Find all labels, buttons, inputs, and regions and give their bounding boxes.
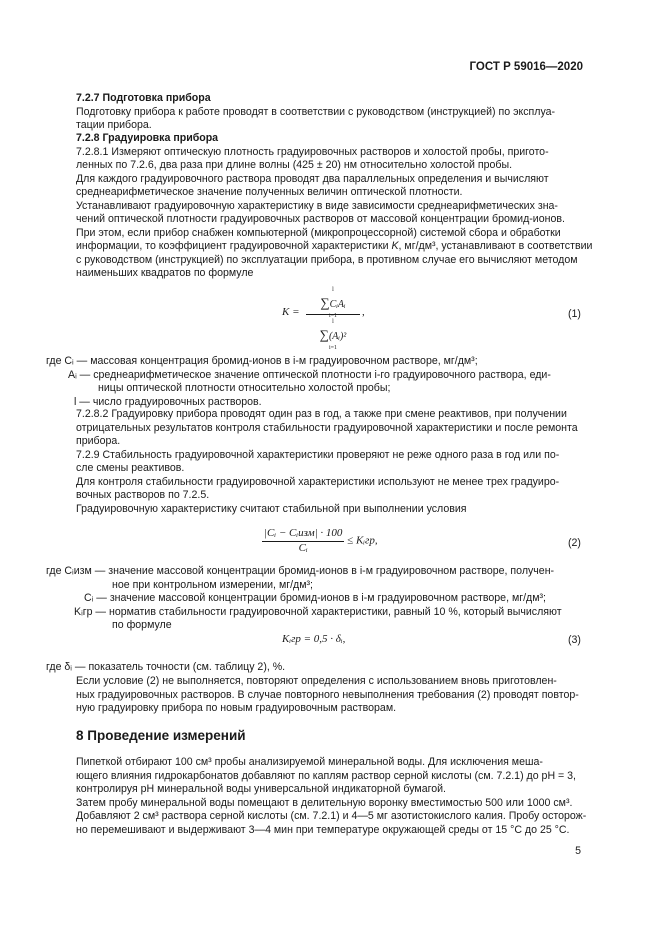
equation-3-number: (3)	[568, 634, 581, 646]
where-item: ное при контрольном измерении, мг/дм³;	[112, 578, 313, 591]
section-7-2-8	[76, 132, 593, 281]
text-line: ющего влияния гидрокарбонатов добавляют по каплям раствор серной кислоты (см. 7.2.1) до рН = 3,	[76, 769, 577, 782]
text-line: с руководством (инструкцией) по эксплуатации прибора, в противном случае его вычисляют методом	[76, 253, 578, 266]
equation-1: K = l ∑CᵢAᵢ i=1 l ∑(Aᵢ)² i=1 ,	[282, 287, 365, 351]
where-item: где Cᵢ — массовая концентрация бромид-ионов в i-м градуировочном растворе, мг/дм³;	[46, 355, 478, 367]
text-line: Если условие (2) не выполняется, повторяют определения с использованием вновь приготовлен-	[76, 675, 557, 687]
where-item: Kᵢгр — норматив стабильности градуировочной характеристики, равный 10 %, который вычисляют	[74, 605, 562, 618]
text-line: информации, то коэффициент градуировочной характеристики K, мг/дм³, устанавливают в соответствии	[76, 240, 593, 252]
text-line: отрицательных результатов контроля стабильности градуировочной характеристики и после ремонта	[76, 421, 578, 434]
section-7-2-7	[76, 92, 581, 133]
text-line: среднеарифметическое значение полученных величин оптической плотности.	[76, 186, 463, 198]
where-item: Cᵢ — значение массовой концентрации бромид-ионов в i-м градуировочном растворе, мг/дм³;	[84, 592, 546, 604]
text-line: Подготовку прибора к работе проводят в соответствии с руководством (инструкцией) по эксплуа-	[76, 105, 556, 118]
equation-1-number: (1)	[568, 308, 581, 320]
section-8-title: 8 Проведение измерений	[76, 728, 246, 743]
text-line: Для контроля стабильности градуировочной характеристики используют не менее трех градуиро-	[76, 475, 560, 488]
text-line: Затем пробу минеральной воды помещают в делительную воронку вместимостью 500 или 1000 см³.	[76, 796, 573, 809]
equation-3: Kᵢгр = 0,5 · δᵢ,	[282, 633, 346, 645]
text-line: ленных по 7.2.6, два раза при длине волны (425 ± 20) нм относительно холостой пробы.	[76, 159, 513, 171]
section-8-body	[76, 756, 587, 837]
section-title: 7.2.7 Подготовка прибора	[76, 92, 211, 104]
text-line: При этом, если прибор снабжен компьютерной (микропроцессорной) системой сбора и обработки	[76, 226, 561, 239]
equation-2: $\frac{\text{|Cᵢ − Cᵢизм| · 100}}{\text{Cᵢ}}$ ≤ Kᵢгр,	[264, 527, 378, 554]
text-line: 7.2.9 Стабильность градуировочной характеристики проверяют не реже одного раза в год или по-	[76, 448, 560, 461]
paragraph-if	[76, 675, 581, 716]
text-line: но перемешивают и выдерживают 3—4 мин при температуре окружающей среды от 15 °С до 25 °С.	[76, 823, 570, 836]
text-line: 7.2.8.2 Градуировку прибора проводят один раз в год, а также при смене реактивов, при получении	[76, 408, 567, 420]
text-line: тации прибора.	[76, 119, 152, 131]
text-line: Градуировочную характеристику считают стабильной при выполнении условия	[76, 502, 467, 515]
text-line: Добавляют 2 см³ раствора серной кислоты (см. 7.2.1) и 4—5 мг азотистокислого калия. Пробу осторож-	[76, 810, 587, 822]
text-line: Пипеткой отбирают 100 см³ пробы анализируемой минеральной воды. Для исключения меша-	[76, 756, 543, 768]
section-title: 7.2.8 Градуировка прибора	[76, 132, 219, 144]
where-item: l — число градуировочных растворов.	[74, 395, 262, 408]
text-line: чений оптической плотности градуировочных растворов от массовой концентрации бромид-ионов.	[76, 213, 565, 225]
text-line: вочных растворов по 7.2.5.	[76, 489, 210, 501]
document-header: ГОСТ Р 59016—2020	[469, 61, 583, 73]
text-line: ную градуировку прибора по новым градуировочным растворам.	[76, 702, 397, 714]
where-item: по формуле	[112, 619, 172, 631]
where-item: где Cᵢизм — значение массовой концентрации бромид-ионов в i-м градуировочном растворе, получен-	[46, 565, 555, 577]
where-list-1	[46, 355, 551, 409]
text-line: прибора.	[76, 435, 121, 447]
where-item: Aᵢ — среднеарифметическое значение оптической плотности i-го градуировочного раствора, еди-	[68, 368, 551, 381]
text-line: ных градуировочных растворов. В случае повторного невыполнения требования (2) проводят повтор-	[76, 688, 579, 701]
text-line: Устанавливают градуировочную характеристику в виде зависимости среднеарифметических зна-	[76, 199, 558, 212]
where-item: ницы оптической плотности относительно холостой пробы;	[98, 382, 391, 394]
page-number: 5	[575, 845, 581, 857]
text-line: Для каждого градуировочного раствора проводят два параллельных определения и вычисляют	[76, 172, 549, 185]
text-line: 7.2.8.1 Измеряют оптическую плотность градуировочных растворов и холостой пробы, пригото-	[76, 145, 549, 158]
text-line: контролируя рН минеральной воды универсальной индикаторной бумагой.	[76, 783, 446, 795]
where-list-2	[46, 565, 562, 633]
text-line: наименьших квадратов по формуле	[76, 267, 254, 279]
where-list-3: где δᵢ — показатель точности (см. таблицу 2), %.	[46, 661, 286, 673]
equation-2-number: (2)	[568, 537, 581, 549]
text-line: сле смены реактивов.	[76, 462, 185, 474]
section-7-2-8-2	[76, 408, 581, 516]
